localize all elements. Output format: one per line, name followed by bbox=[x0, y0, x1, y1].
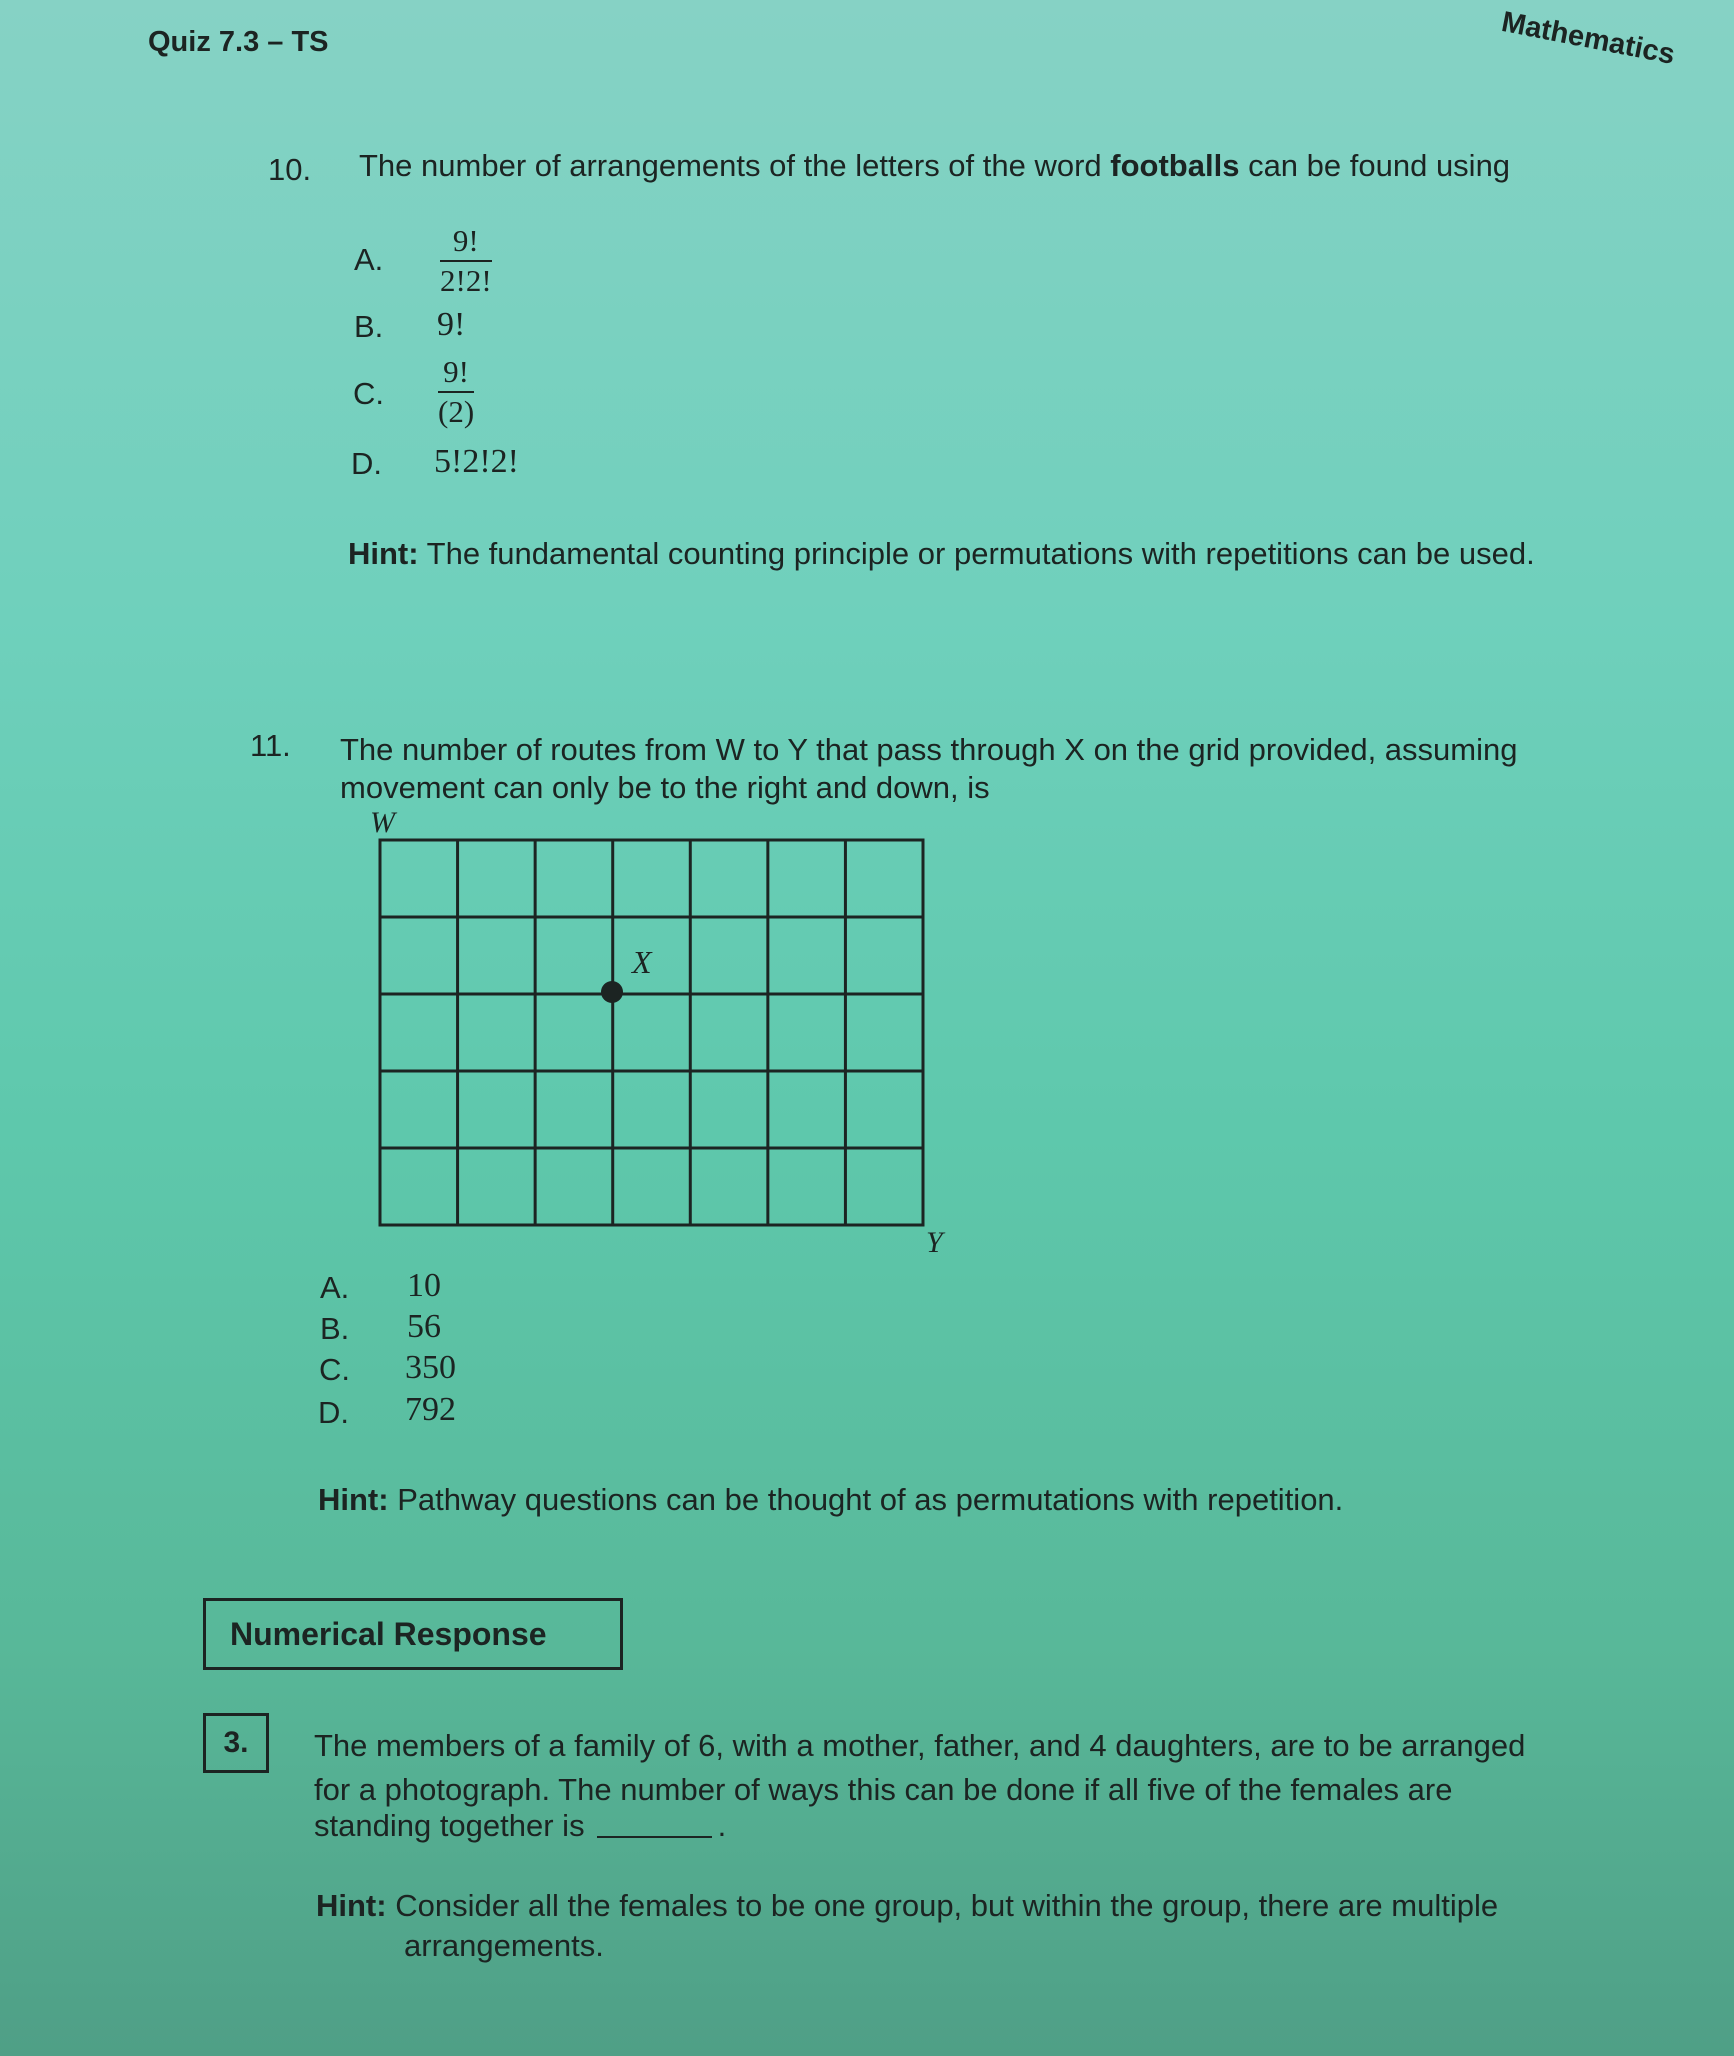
q10-option-c-letter: C. bbox=[353, 376, 384, 411]
nr-text-line3-content: standing together is bbox=[314, 1808, 585, 1843]
q10-option-a-denominator: 2!2! bbox=[440, 263, 492, 298]
nr-period: . bbox=[717, 1808, 727, 1843]
q11-option-a-letter: A. bbox=[320, 1270, 350, 1305]
q11-option-b-value: 56 bbox=[407, 1308, 441, 1345]
q10-option-c-numerator: 9! bbox=[443, 354, 469, 389]
q11-option-a-value: 10 bbox=[407, 1267, 441, 1304]
q11-text-line1: The number of routes from W to Y that pass through X on the grid provided, assuming bbox=[340, 732, 1518, 767]
grid-label-w: W bbox=[370, 806, 395, 839]
q11-hint-text: Pathway questions can be thought of as permutations with repetition. bbox=[388, 1482, 1344, 1517]
q10-option-b-value: 9! bbox=[437, 306, 466, 343]
q11-option-c-letter: C. bbox=[319, 1352, 350, 1387]
q10-option-a-numerator: 9! bbox=[452, 223, 479, 258]
nr-hint-text: Consider all the females to be one group, but within the group, there are multiple bbox=[386, 1888, 1499, 1923]
nr-text-line2: for a photograph. The number of ways this can be done if all five of the females are bbox=[314, 1772, 1453, 1807]
q11-hint-label: Hint: bbox=[318, 1482, 389, 1517]
q10-keyword: footballs bbox=[1110, 148, 1240, 183]
q10-hint-text: The fundamental counting principle or permutations with repetitions can be used. bbox=[418, 536, 1535, 571]
route-grid bbox=[360, 800, 960, 1260]
nr-hint-line2: arrangements. bbox=[404, 1928, 604, 1963]
q11-option-b-letter: B. bbox=[320, 1311, 350, 1346]
q10-hint-label: Hint: bbox=[348, 536, 419, 571]
q10-option-d-value: 5!2!2! bbox=[434, 443, 519, 480]
q10-text bbox=[359, 148, 1510, 184]
nr-text-line1: The members of a family of 6, with a mother, father, and 4 daughters, are to be arranged bbox=[314, 1728, 1526, 1763]
q10-option-d-letter: D. bbox=[351, 446, 382, 481]
nr-hint-label: Hint: bbox=[316, 1888, 387, 1923]
answer-blank[interactable] bbox=[597, 1836, 712, 1838]
q10-option-a-letter: A. bbox=[354, 242, 384, 277]
grid-border bbox=[380, 840, 923, 1225]
grid-label-y: Y bbox=[926, 1226, 943, 1259]
point-x-marker bbox=[601, 981, 623, 1003]
q11-hint bbox=[318, 1480, 1343, 1520]
q10-number: 10. bbox=[268, 152, 312, 187]
numerical-response-heading: Numerical Response bbox=[203, 1598, 623, 1670]
quiz-title: Quiz 7.3 – TS bbox=[148, 26, 329, 58]
q11-number: 11. bbox=[250, 728, 291, 763]
fraction-bar bbox=[438, 391, 474, 393]
q10-text-after: can be found using bbox=[1239, 148, 1511, 183]
nr-question-number: 3. bbox=[203, 1713, 269, 1773]
fraction-bar bbox=[440, 260, 492, 262]
q11-option-d-letter: D. bbox=[318, 1395, 349, 1430]
q10-option-b-letter: B. bbox=[354, 309, 384, 344]
q10-option-a-fraction bbox=[440, 224, 492, 298]
nr-text-line3 bbox=[314, 1808, 726, 1844]
q10-hint bbox=[348, 534, 1535, 574]
q10-option-c-fraction bbox=[438, 355, 474, 429]
q11-text-line2: movement can only be to the right and down, is bbox=[340, 770, 990, 805]
q11-option-d-value: 792 bbox=[405, 1391, 456, 1428]
q10-option-c-denominator: (2) bbox=[438, 394, 475, 429]
subject-label: Mathematics bbox=[1498, 6, 1678, 71]
q11-option-c-value: 350 bbox=[405, 1349, 456, 1386]
nr-hint-line1 bbox=[316, 1886, 1498, 1926]
grid-label-x: X bbox=[632, 944, 652, 980]
q10-text-before: The number of arrangements of the letters of the word bbox=[359, 148, 1111, 183]
